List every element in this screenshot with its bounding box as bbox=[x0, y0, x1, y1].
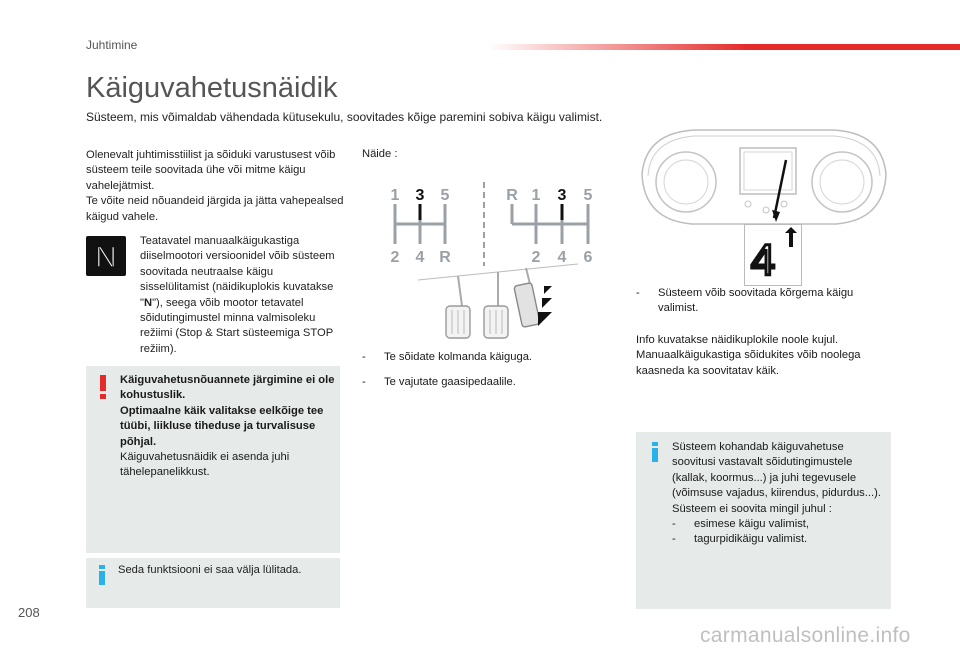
left-column-text bbox=[86, 148, 348, 225]
instrument-cluster-illustration bbox=[636, 124, 892, 230]
bullet-dash: - bbox=[672, 533, 676, 546]
intro-text: Süsteem, mis võimaldab vähendada kütusekulu, soovitades kõige paremini sobiva käigu valimist. bbox=[86, 110, 603, 124]
gear-label: 4 bbox=[557, 249, 567, 266]
gear-label: 5 bbox=[440, 187, 450, 204]
text-part: "), seega võib mootor tetavatel sõidutingimustel minna valmisoleku režiimi (Stop & Start süsteemiga STOP režiim). bbox=[140, 296, 333, 355]
example-label: Näide : bbox=[362, 148, 398, 160]
gear-display bbox=[744, 224, 802, 286]
gear-label: R bbox=[439, 249, 451, 266]
paragraph: Te võite neid nõuandeid järgida ja jätta vahepealsed käigud vahele. bbox=[86, 195, 344, 223]
warning-bold: Käiguvahetusnõuannete järgimine ei ole kohustuslik. bbox=[120, 374, 335, 402]
right-paragraph: Info kuvatakse näidikuplokile noole kujul. Manuaalkäigukastiga sõidukites võib noolega kaasneda ka soovitatav käik. bbox=[636, 334, 861, 377]
list-item bbox=[362, 375, 602, 390]
gear-label-selected: 3 bbox=[557, 187, 567, 204]
header-accent-bar bbox=[488, 44, 960, 50]
neutral-gear-text bbox=[140, 234, 345, 357]
page-title: Käiguvahetusnäidik bbox=[86, 72, 338, 104]
bullet-text: tagurpidikäigu valimist. bbox=[694, 533, 808, 546]
list-item bbox=[672, 517, 884, 532]
info-paragraph: Süsteem ei soovita mingil juhul : bbox=[672, 502, 832, 515]
gear-label: 6 bbox=[583, 249, 593, 266]
gear-label: 2 bbox=[390, 249, 400, 266]
section-label: Juhtimine bbox=[86, 38, 138, 52]
page-number: 208 bbox=[18, 605, 40, 620]
exclamation-icon bbox=[92, 374, 114, 405]
bullet-text: esimese käigu valimist, bbox=[694, 518, 810, 531]
text-bold: N bbox=[143, 296, 153, 309]
gear-label: 4 bbox=[415, 249, 425, 266]
info-icon bbox=[97, 565, 109, 590]
pedals-illustration bbox=[418, 262, 578, 344]
list-item bbox=[672, 532, 884, 547]
gear-label: 1 bbox=[390, 187, 400, 204]
info-paragraph: Süsteem kohandab käiguvahetuse soovitusi vastavalt sõidutingimustele (kallak, koormus...) ja juhi tegevusele (võimsuse vajadus, kiirendus, pidurdus...). bbox=[672, 441, 881, 500]
bullet-dash: - bbox=[362, 351, 366, 363]
neutral-gear-icon bbox=[86, 236, 126, 276]
gear-label: 2 bbox=[531, 249, 541, 266]
info-text bbox=[672, 440, 884, 548]
bullet-text: Te sõidate kolmanda käiguga. bbox=[384, 351, 533, 363]
list-item bbox=[636, 286, 888, 317]
gear-label: 1 bbox=[531, 187, 541, 204]
recommended-gear: 4 bbox=[750, 236, 776, 285]
gear-label: 5 bbox=[583, 187, 593, 204]
bullet-dash: - bbox=[636, 287, 640, 299]
example-bullets bbox=[362, 350, 602, 401]
info-text: Seda funktsiooni ei saa välja lülitada. bbox=[118, 564, 302, 576]
bullet-text: Te vajutate gaasipedaalile. bbox=[384, 376, 516, 389]
watermark[interactable]: carmanualsonline.info bbox=[700, 624, 911, 647]
bullet-dash: - bbox=[362, 376, 366, 389]
gear-diagram-6 bbox=[500, 182, 600, 266]
warning-text bbox=[120, 373, 336, 481]
paragraph: Olenevalt juhtimisstiilist ja sõiduki varustusest võib süsteem teile soovitada ühe või mitme käigu vahelejätmist. bbox=[86, 149, 336, 192]
gear-label-selected: 3 bbox=[415, 187, 425, 204]
text-part: Teatavatel manuaalkäigukastiga diiselmootori versioonidel võib süsteem soovitada neutraalse käigu sisselülitamist (näidikuplokis kuvatakse " bbox=[140, 235, 335, 309]
bullet-dash: - bbox=[672, 518, 676, 531]
warning-normal: Käiguvahetusnäidik ei asenda juhi tähelepanelikkust. bbox=[120, 451, 290, 479]
list-item bbox=[362, 350, 602, 365]
warning-bold: Optimaalne käik valitakse eelkõige tee tüübi, liikluse tiheduse ja turvalisuse põhjal. bbox=[120, 404, 324, 448]
bullet-text: Süsteem võib soovitada kõrgema käigu valimist. bbox=[658, 287, 854, 315]
info-icon bbox=[650, 442, 662, 467]
n-letter: N bbox=[95, 241, 117, 274]
divider bbox=[480, 182, 488, 266]
gear-diagram-5 bbox=[385, 182, 465, 266]
gear-label: R bbox=[506, 187, 518, 204]
